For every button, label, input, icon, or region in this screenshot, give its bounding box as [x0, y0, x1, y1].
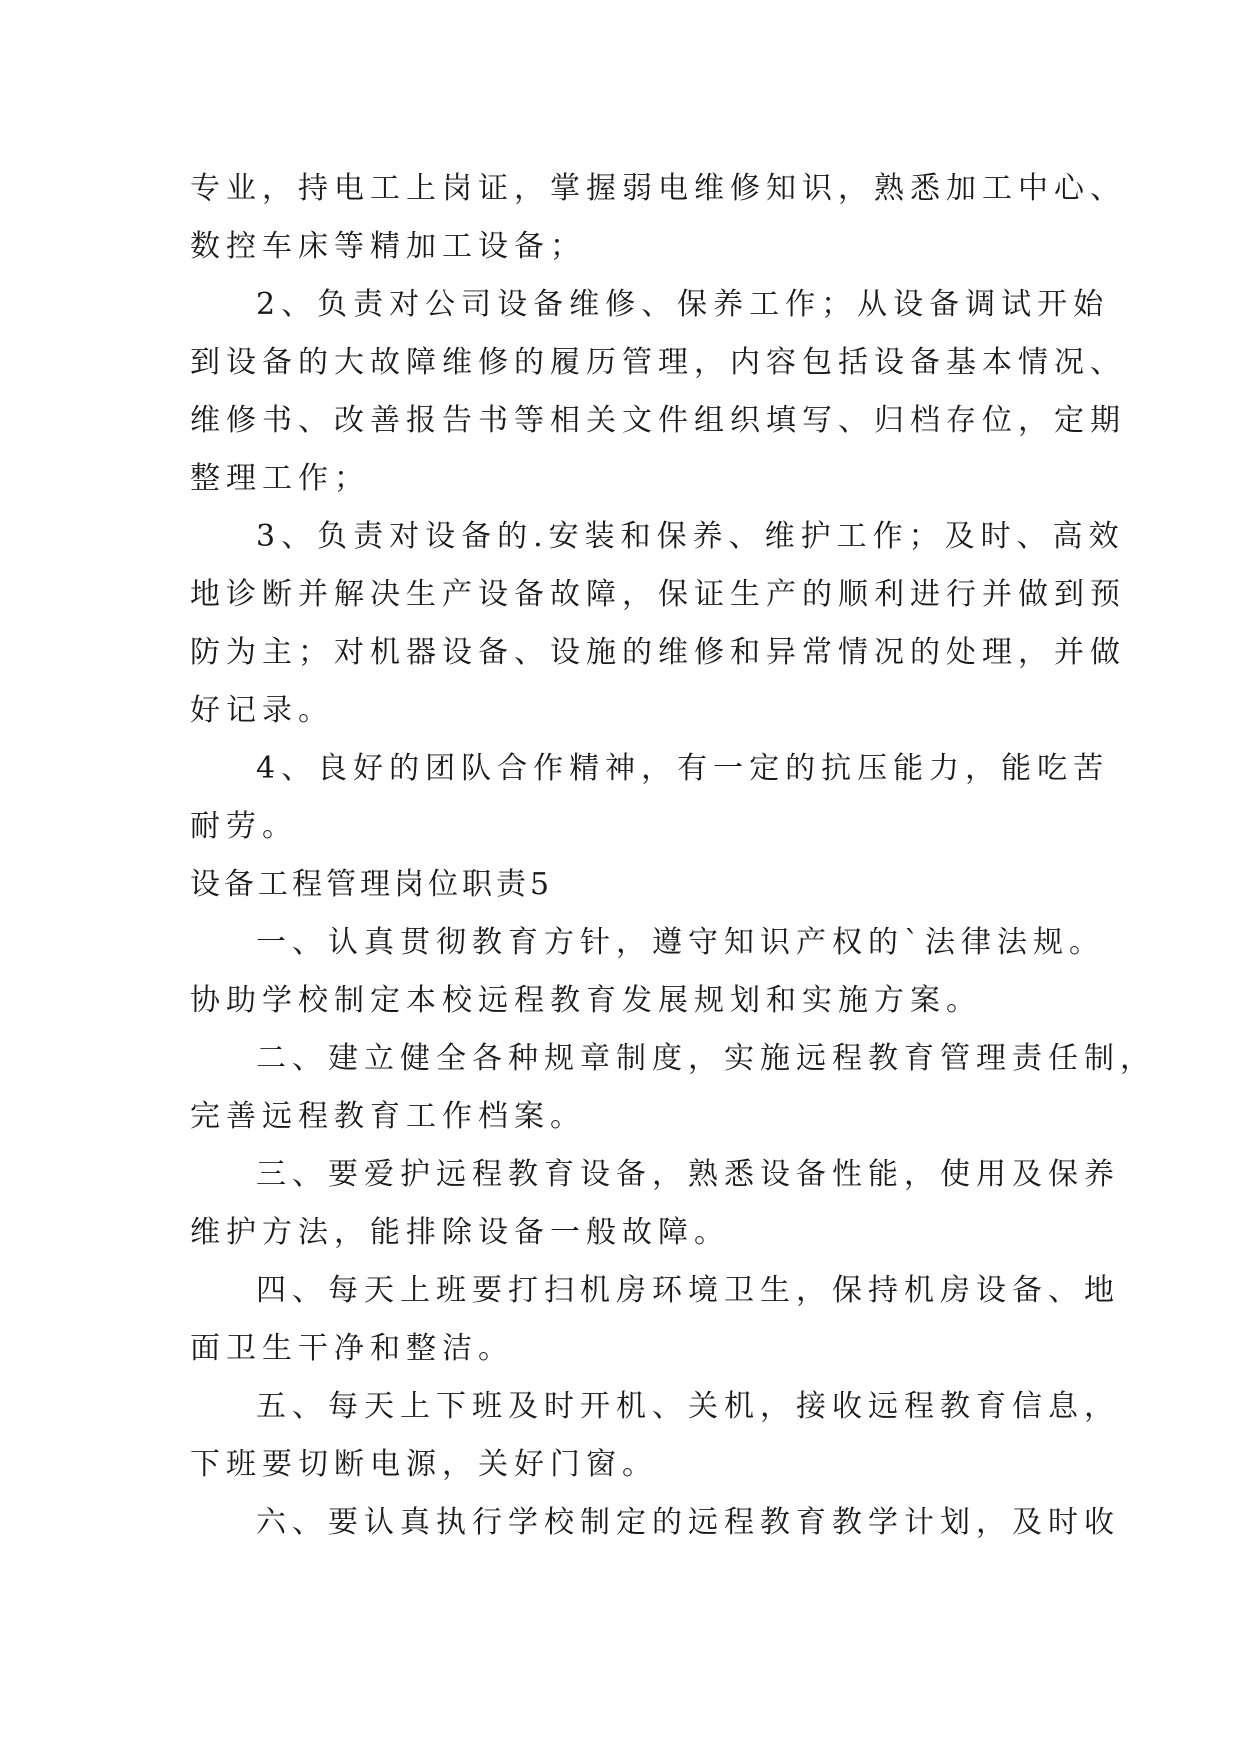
- text-line: 二、建立健全各种规章制度，实施远程教育管理责任制，: [256, 1041, 1156, 1076]
- text-line: 专业，持电工上岗证，掌握弱电维修知识，熟悉加工中心、: [190, 171, 1126, 206]
- text-line: 完善远程教育工作档案。: [190, 1099, 586, 1134]
- text-line: 4、良好的团队合作精神，有一定的抗压能力，能吃苦: [256, 751, 1110, 786]
- text-line: 六、要认真执行学校制定的远程教育教学计划，及时收: [256, 1505, 1120, 1540]
- text-line: 四、每天上班要打扫机房环境卫生，保持机房设备、地: [256, 1273, 1120, 1308]
- text-line: 好记录。: [190, 693, 334, 728]
- text-line: 面卫生干净和整洁。: [190, 1331, 514, 1366]
- text-line: 维修书、改善报告书等相关文件组织填写、归档存位，定期: [190, 403, 1126, 438]
- text-line: 五、每天上下班及时开机、关机，接收远程教育信息，: [256, 1389, 1120, 1424]
- text-line: 下班要切断电源，关好门窗。: [190, 1447, 658, 1482]
- section-heading: 设备工程管理岗位职责5: [190, 867, 554, 902]
- document-body: [190, 160, 1156, 1552]
- text-line: 地诊断并解决生产设备故障，保证生产的顺利进行并做到预: [190, 577, 1126, 612]
- text-line: 协助学校制定本校远程教育发展规划和实施方案。: [190, 983, 982, 1018]
- text-line: 2、负责对公司设备维修、保养工作；从设备调试开始: [256, 287, 1110, 322]
- text-line: 防为主；对机器设备、设施的维修和异常情况的处理，并做: [190, 635, 1126, 670]
- text-line: 耐劳。: [190, 809, 298, 844]
- text-line: 3、负责对设备的.安装和保养、维护工作；及时、高效: [256, 519, 1125, 554]
- text-line: 一、认真贯彻教育方针，遵守知识产权的`法律法规。: [256, 925, 1105, 960]
- text-line: 数控车床等精加工设备；: [190, 229, 586, 264]
- text-line: 到设备的大故障维修的履历管理，内容包括设备基本情况、: [190, 345, 1126, 380]
- text-line: 整理工作；: [190, 461, 370, 496]
- text-line: 三、要爱护远程教育设备，熟悉设备性能，使用及保养: [256, 1157, 1120, 1192]
- text-line: 维护方法，能排除设备一般故障。: [190, 1215, 730, 1250]
